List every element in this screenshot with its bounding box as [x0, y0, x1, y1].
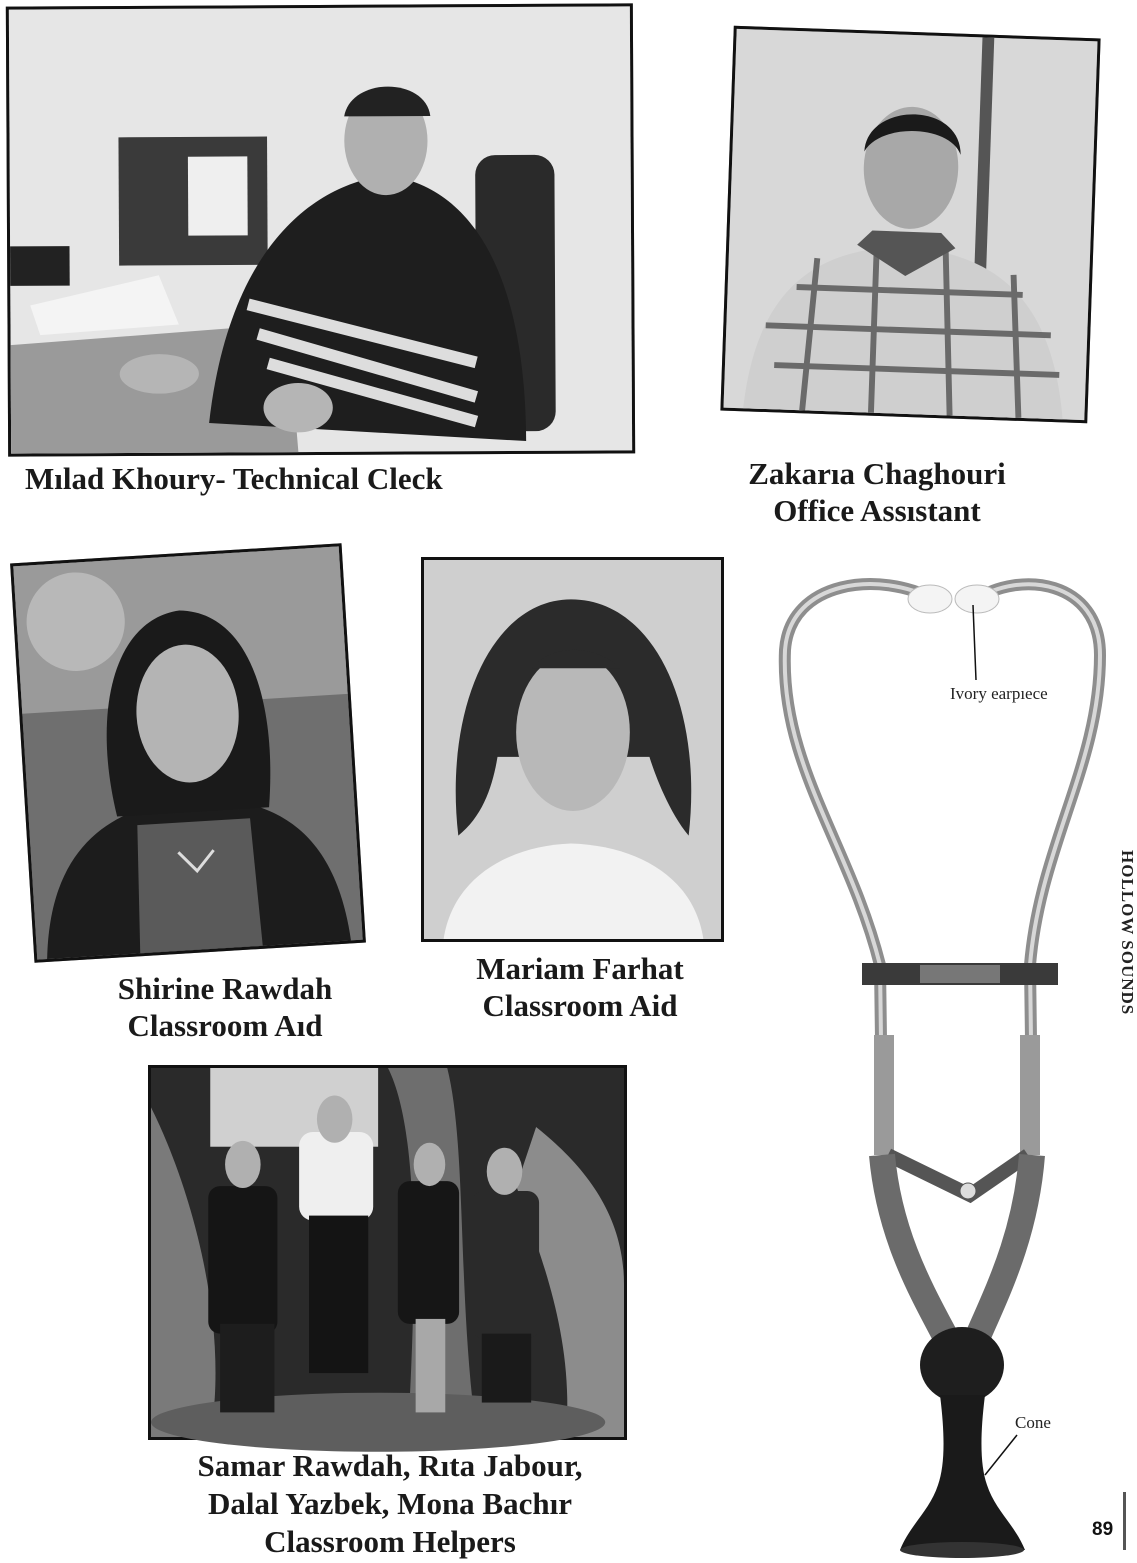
caption-mariam-line2: Classroom Aid	[482, 988, 678, 1024]
photo-zakaria-chaghouri	[720, 26, 1100, 424]
photo-shirine-image	[13, 546, 362, 959]
photo-shirine-rawdah	[10, 543, 366, 963]
caption-mariam-line1: Mariam Farhat	[476, 951, 684, 986]
ivory-earpiece-right	[955, 585, 999, 613]
label-cone: Cone	[1015, 1413, 1051, 1432]
photo-helpers-image	[151, 1068, 624, 1437]
photo-milad-khoury	[6, 3, 635, 456]
caption-zakaria-line1: Zakarıa Chaghouri	[748, 456, 1006, 491]
caption-mariam	[430, 950, 730, 1024]
label-ivory-earpiece: Ivory earpıece	[950, 684, 1048, 703]
photo-mariam-farhat	[421, 557, 724, 942]
photo-zakaria-image	[723, 29, 1097, 420]
page-number-rule	[1123, 1492, 1126, 1550]
page-number: 89	[1092, 1519, 1114, 1540]
caption-helpers	[150, 1447, 630, 1560]
photo-mariam-image	[424, 560, 721, 939]
caption-shirine-line2: Classroom Aıd	[127, 1008, 323, 1044]
caption-helpers-line2: Dalal Yazbek, Mona Bachır	[208, 1485, 572, 1521]
caption-shirine-line1: Shirine Rawdah	[117, 971, 333, 1006]
photo-classroom-helpers	[148, 1065, 627, 1440]
caption-zakaria-line2: Office Assıstant	[773, 493, 981, 529]
caption-shirine	[60, 970, 390, 1044]
stethoscope-illustration	[770, 565, 1110, 1560]
caption-zakaria	[722, 455, 1032, 529]
caption-milad-line1: Mılad Khoury- Technical Cleck	[25, 461, 443, 496]
ivory-earpiece-left	[908, 585, 952, 613]
caption-helpers-line1: Samar Rawdah, Rıta Jabour,	[197, 1448, 583, 1483]
photo-milad-image	[9, 6, 632, 453]
caption-milad	[25, 460, 443, 497]
caption-helpers-line3: Classroom Helpers	[264, 1523, 516, 1559]
side-title: HOLLOW SOUNDS	[1118, 850, 1137, 1016]
